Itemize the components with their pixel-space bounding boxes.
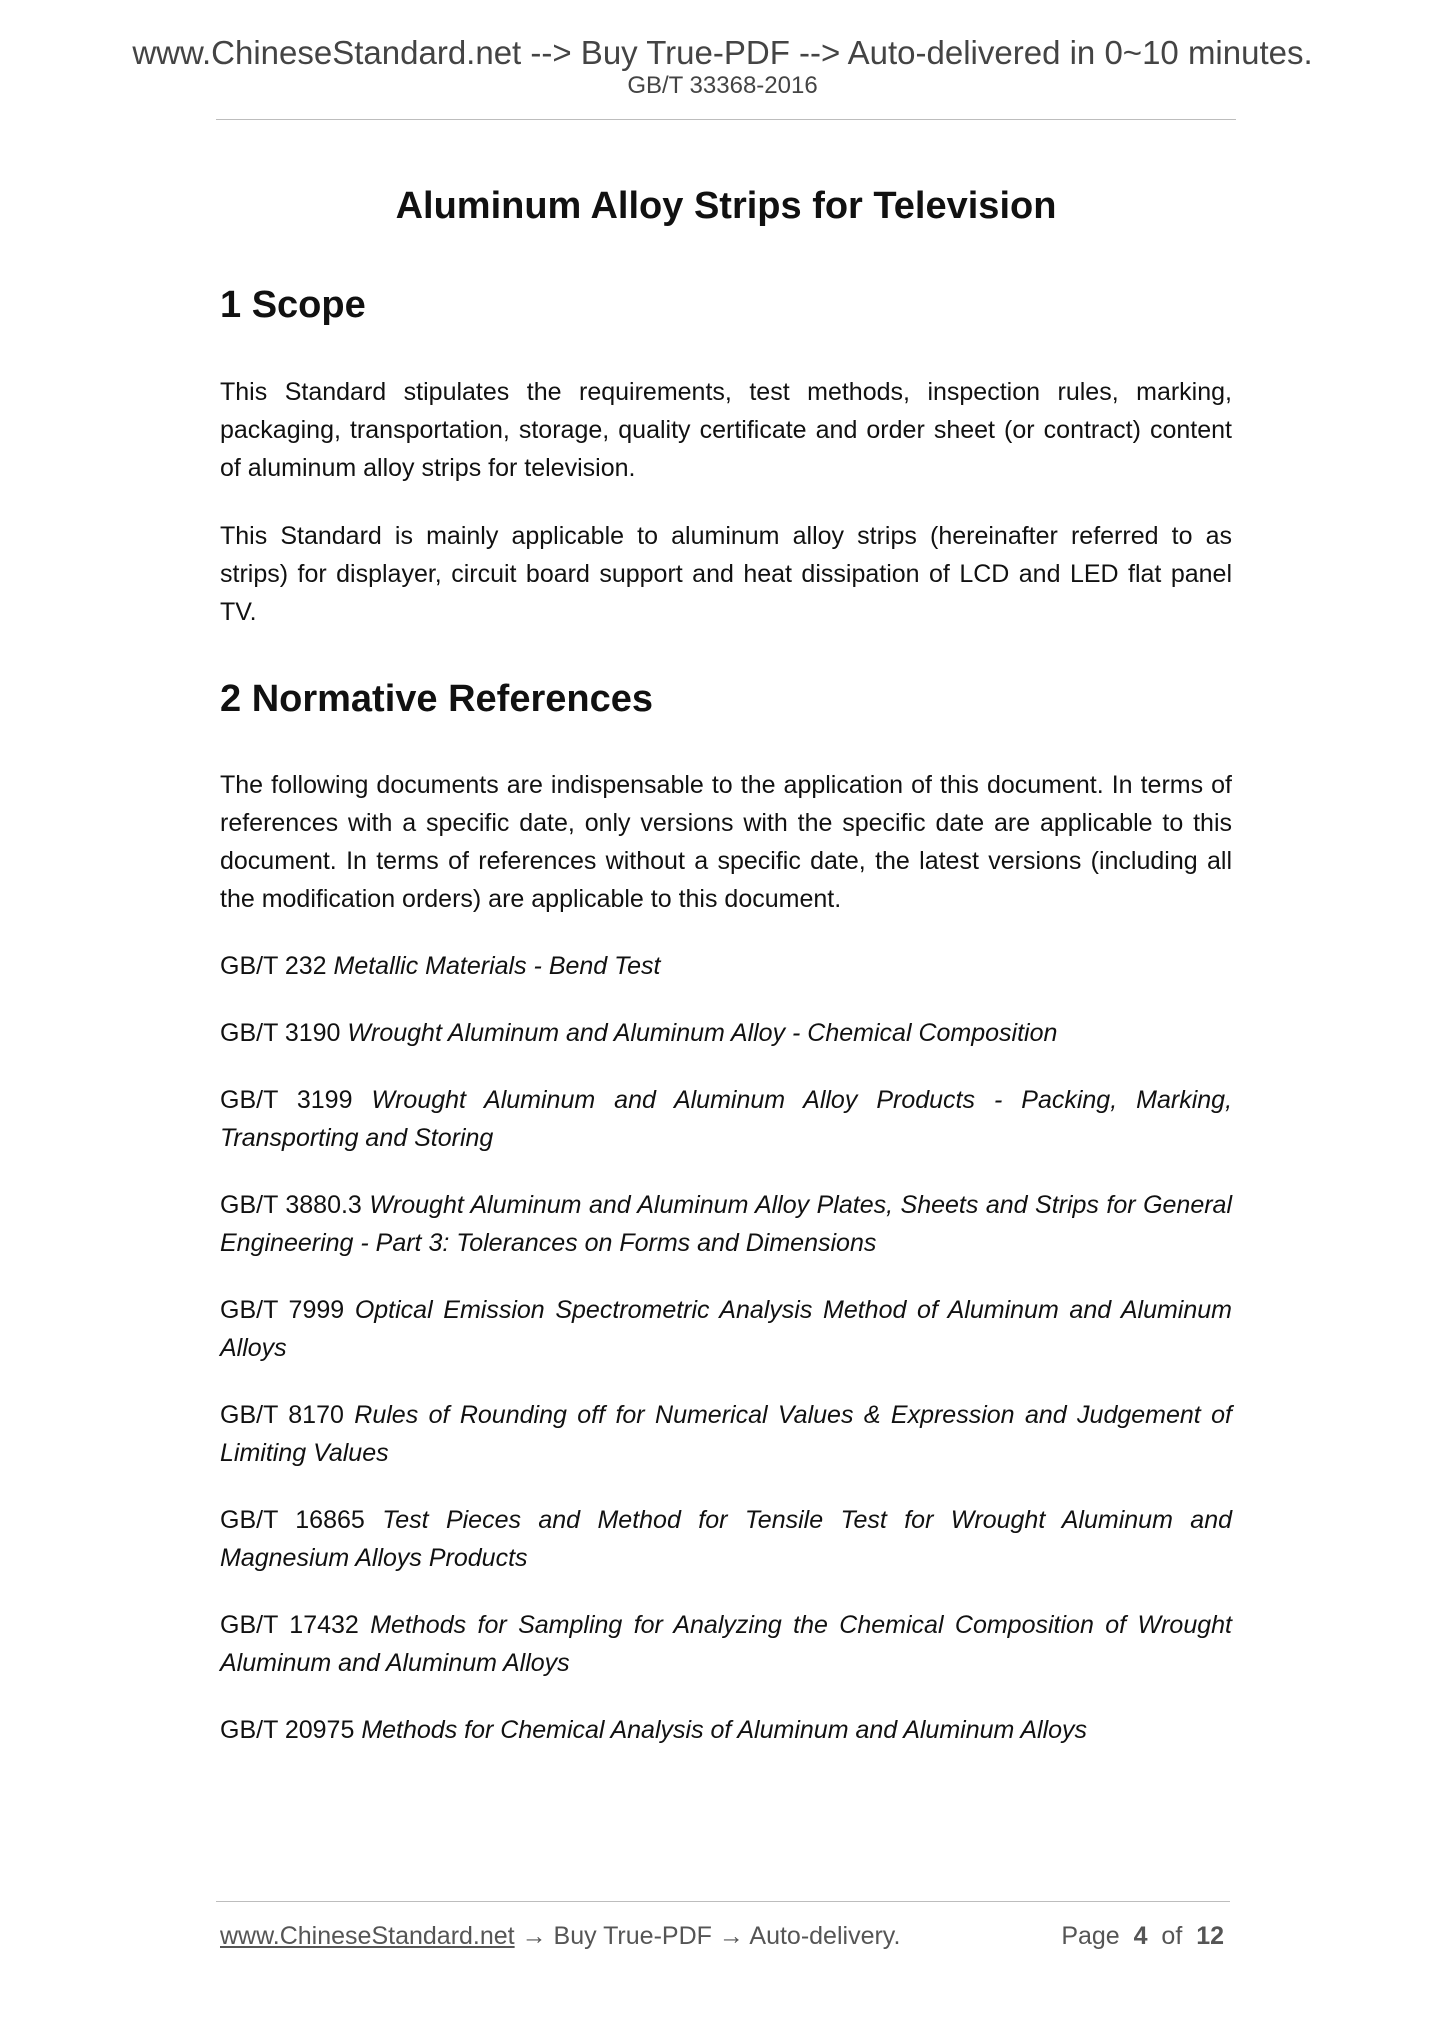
reference-title: Test Pieces and Method for Tensile Test for Wrought Aluminum and Magnesium Alloys Products — [220, 1506, 1232, 1573]
reference-item — [220, 1081, 1232, 1157]
footer-promo — [220, 1917, 900, 1955]
reference-item — [220, 1014, 1232, 1052]
reference-item — [220, 1606, 1232, 1682]
reference-title: Methods for Sampling for Analyzing the Chemical Composition of Wrought Aluminum and Aluminum Alloys — [220, 1611, 1232, 1678]
current-page: 4 — [1133, 1922, 1148, 1950]
reference-item — [220, 1291, 1232, 1367]
reference-code: GB/T 3880.3 — [220, 1191, 362, 1220]
footer-promo-text: → Buy True-PDF → Auto-delivery. — [514, 1922, 901, 1950]
references-intro-paragraph: The following documents are indispensable to the application of this document. In terms of references with a specific date, only versions with the specific date are applicable to this document. In terms of references without a specific date, the latest versions (including all the modification orders) are applicable to this document. — [220, 771, 1232, 914]
total-pages: 12 — [1196, 1922, 1224, 1950]
reference-code: GB/T 3190 — [220, 1019, 341, 1048]
reference-item — [220, 1186, 1232, 1262]
top-banner: www.ChineseStandard.net --> Buy True-PDF --> Auto-delivered in 0~10 minutes. — [132, 34, 1313, 71]
reference-code: GB/T 3199 — [220, 1086, 353, 1115]
page-content — [220, 170, 1232, 1749]
header-divider — [216, 119, 1236, 120]
reference-title: Wrought Aluminum and Aluminum Alloy Plates, Sheets and Strips for General Engineering - Part 3: Tolerances on Forms and Dimensions — [220, 1191, 1233, 1258]
reference-item — [220, 947, 1232, 985]
scope-paragraph: This Standard is mainly applicable to aluminum alloy strips (hereinafter referred to as strips) for displayer, circuit board support and heat dissipation of LCD and LED flat panel TV. — [220, 521, 1232, 626]
reference-title: Optical Emission Spectrometric Analysis Method of Aluminum and Aluminum Alloys — [220, 1296, 1232, 1363]
page-number — [1061, 1917, 1224, 1955]
footer-divider — [216, 1901, 1230, 1902]
reference-title: Wrought Aluminum and Aluminum Alloy Products - Packing, Marking, Transporting and Storing — [220, 1086, 1233, 1153]
document-code: GB/T 33368-2016 — [627, 72, 818, 99]
reference-code: GB/T 17432 — [220, 1611, 359, 1640]
reference-title: Rules of Rounding off for Numerical Values & Expression and Judgement of Limiting Values — [220, 1401, 1232, 1468]
page-word: Page — [1061, 1922, 1120, 1950]
reference-title: Wrought Aluminum and Aluminum Alloy - Chemical Composition — [347, 1019, 1058, 1048]
scope-paragraph: This Standard stipulates the requirements, test methods, inspection rules, marking, packaging, transportation, storage, quality certificate and order sheet (or contract) content of aluminum alloy strips for television. — [220, 377, 1232, 482]
reference-code: GB/T 8170 — [220, 1401, 344, 1430]
footer-website-link[interactable]: www.ChineseStandard.net — [220, 1922, 515, 1950]
reference-item — [220, 1711, 1232, 1749]
reference-item — [220, 1396, 1232, 1472]
document-title: Aluminum Alloy Strips for Television — [395, 185, 1057, 227]
reference-title: Metallic Materials - Bend Test — [333, 952, 661, 981]
reference-item — [220, 1501, 1232, 1577]
section-heading-normative-references: 2 Normative References — [220, 677, 653, 720]
section-heading-scope: 1 Scope — [220, 284, 366, 327]
reference-code: GB/T 7999 — [220, 1296, 345, 1325]
reference-code: GB/T 20975 — [220, 1716, 355, 1745]
reference-code: GB/T 16865 — [220, 1506, 365, 1535]
reference-title: Methods for Chemical Analysis of Aluminum and Aluminum Alloys — [361, 1716, 1088, 1745]
of-word: of — [1161, 1922, 1183, 1950]
reference-code: GB/T 232 — [220, 952, 327, 981]
